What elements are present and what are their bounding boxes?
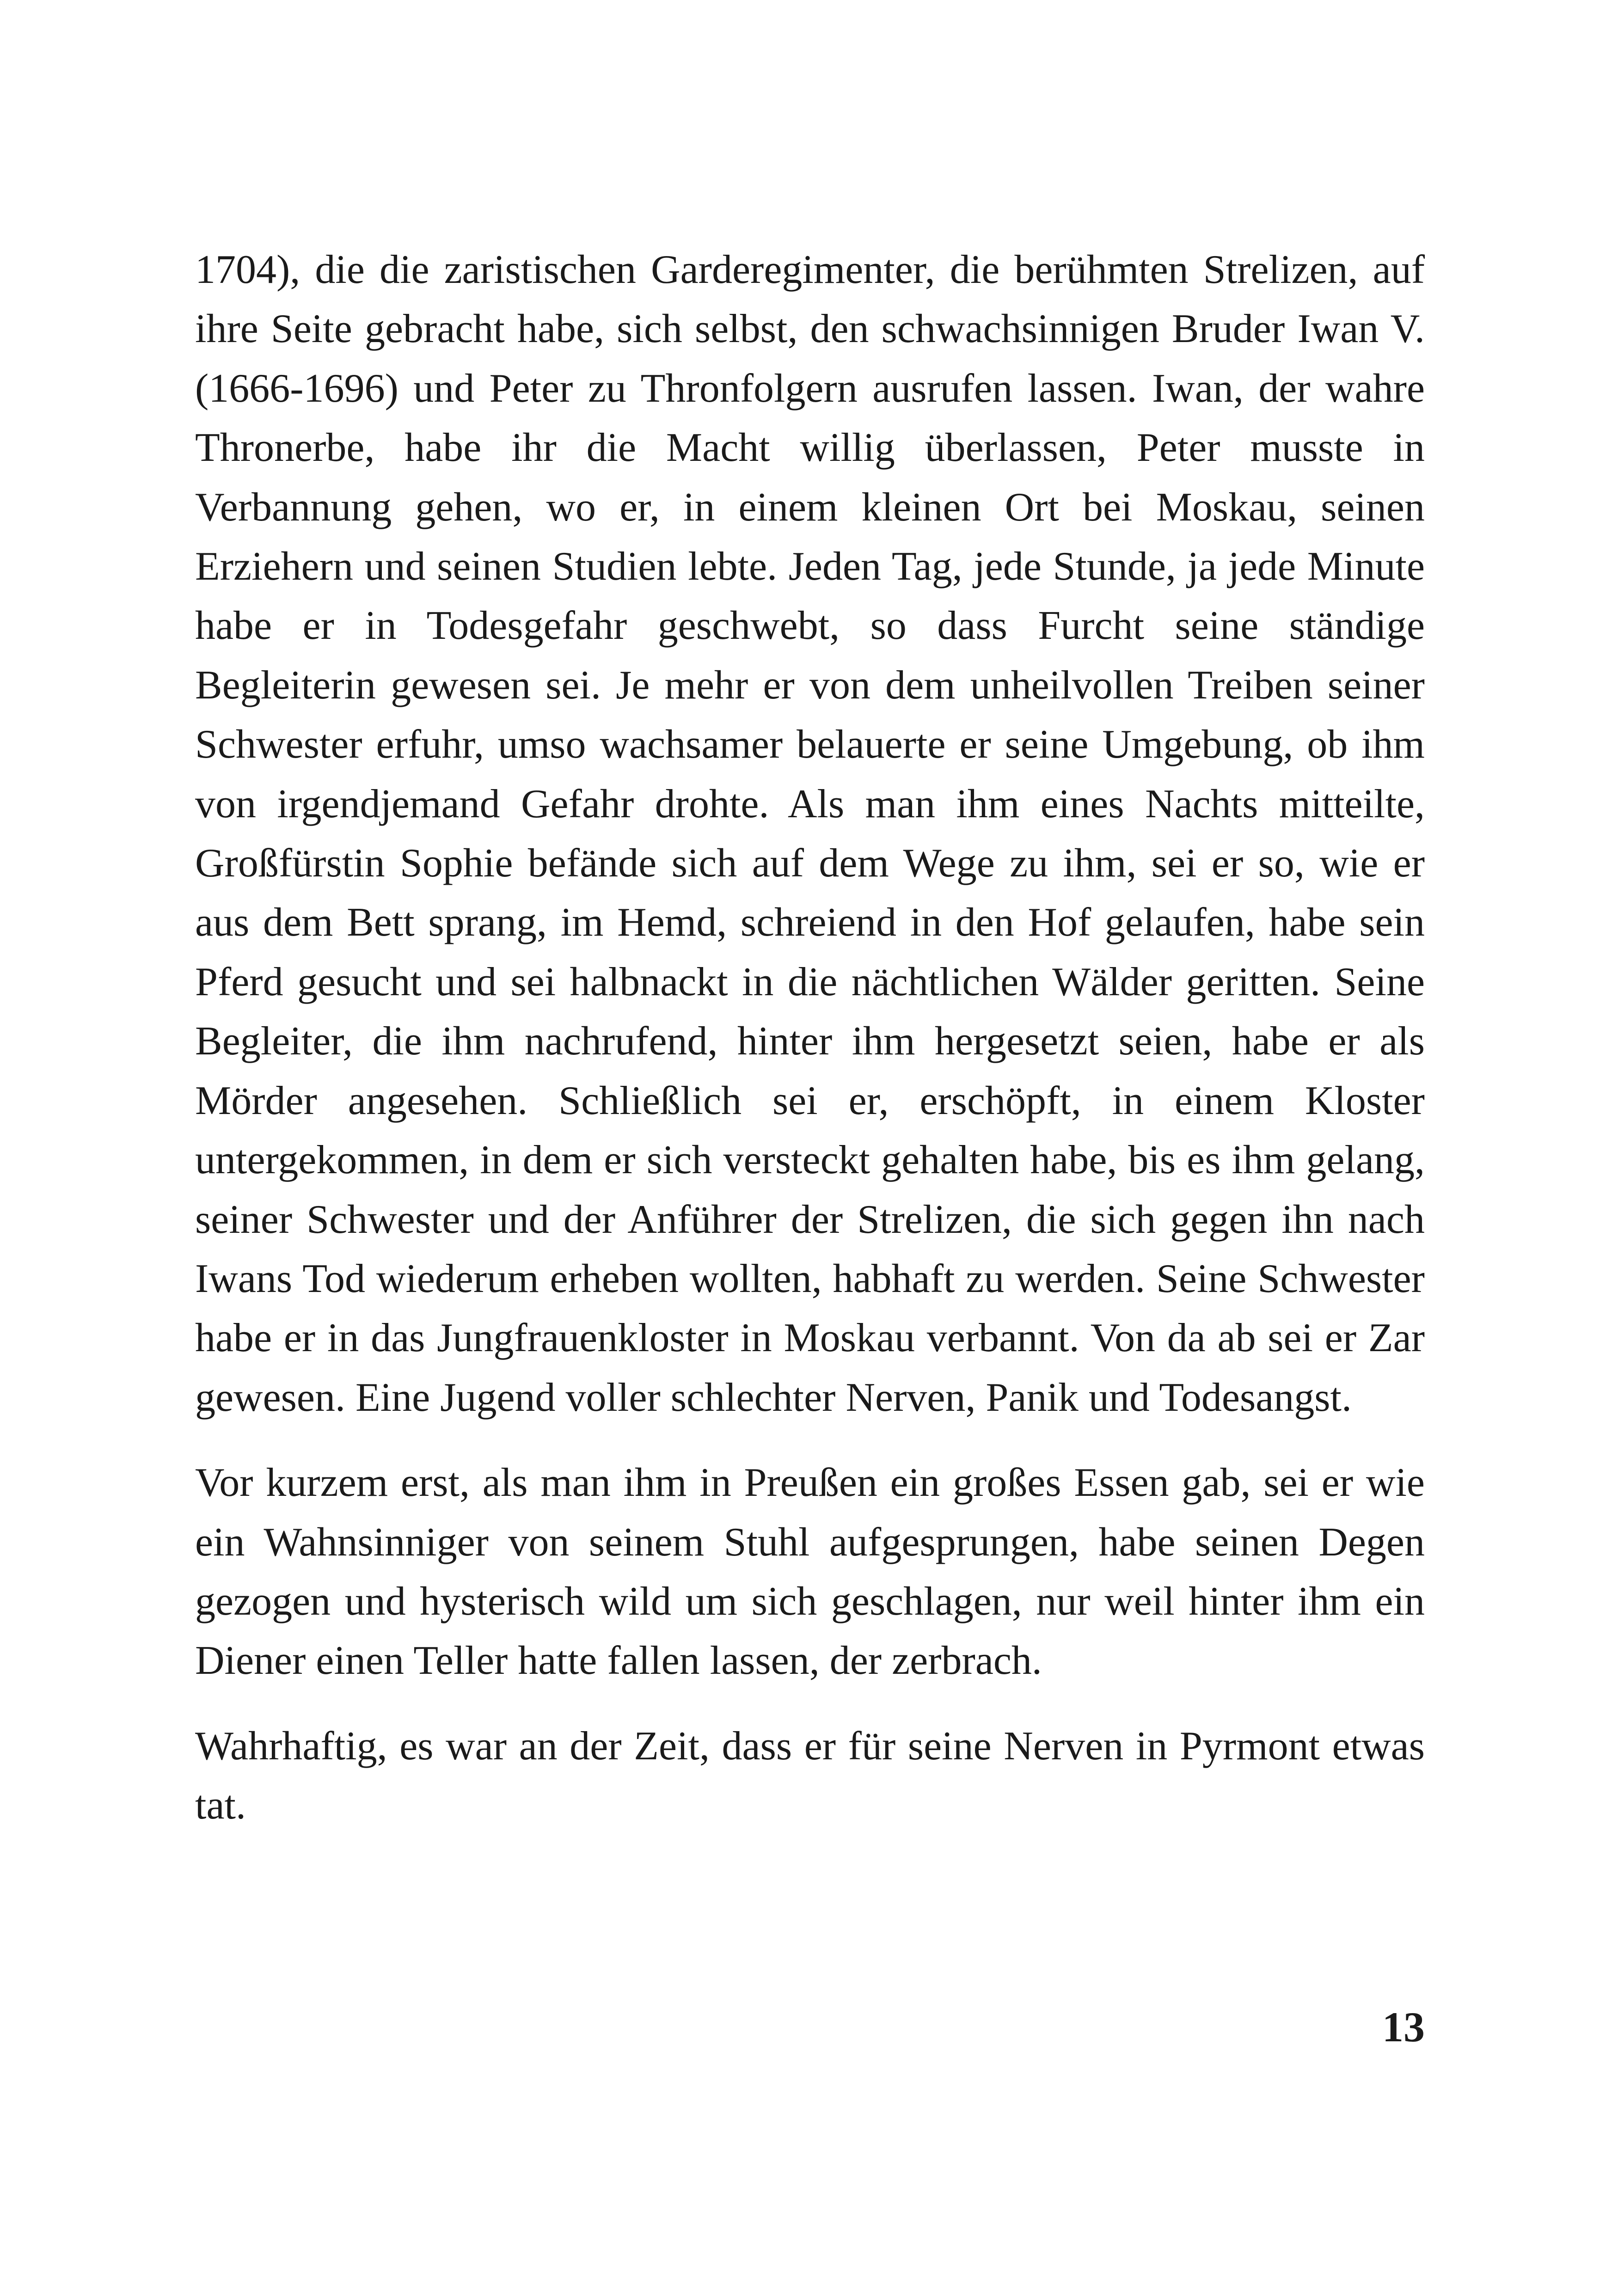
- paragraph-2: Vor kurzem erst, als man ihm in Preußen ein großes Essen gab, sei er wie ein Wahnsinniger von seinem Stuhl aufgesprungen, habe seinen Degen gezogen und hysterisch wild um sich geschlagen, nur weil hinter ihm ein Diener einen Teller hatte fallen lassen, der zerbrach.: [195, 1460, 1425, 1684]
- page-number: 13: [1382, 2003, 1425, 2051]
- body-text: [195, 240, 1425, 1836]
- paragraph-1: 1704), die die zaristischen Garderegimenter, die berühmten Strelizen, auf ihre Seite gebracht habe, sich selbst, den schwachsinnigen Bruder Iwan V. (1666-1696) und Peter zu Thronfolgern ausrufen lassen. Iwan, der wahre Thronerbe, habe ihr die Macht willig überlassen, Peter musste in Verbannung gehen, wo er, in einem kleinen Ort bei Moskau, seinen Erziehern und seinen Studien lebte. Jeden Tag, jede Stunde, ja jede Minute habe er in Todesgefahr geschwebt, so dass Furcht seine ständige Begleiterin gewesen sei. Je mehr er von dem unheilvollen Treiben seiner Schwester erfuhr, umso wachsamer belauerte er seine Umgebung, ob ihm von irgendjemand Gefahr drohte. Als man ihm eines Nachts mitteilte, Großfürstin Sophie befände sich auf dem Wege zu ihm, sei er so, wie er aus dem Bett sprang, im Hemd, schreiend in den Hof gelaufen, habe sein Pferd gesucht und sei halbnackt in die nächtlichen Wälder geritten. Seine Begleiter, die ihm nachrufend, hinter ihm hergesetzt seien, habe er als Mörder angesehen. Schließlich sei er, erschöpft, in einem Kloster untergekommen, in dem er sich versteckt gehalten habe, bis es ihm gelang, seiner Schwester und der Anführer der Strelizen, die sich gegen ihn nach Iwans Tod wiederum erheben wollten, habhaft zu werden. Seine Schwester habe er in das Jungfrauenkloster in Moskau verbannt. Von da ab sei er Zar gewesen. Eine Jugend voller schlechter Nerven, Panik und Todesangst.: [195, 247, 1425, 1420]
- paragraph-3: Wahrhaftig, es war an der Zeit, dass er für seine Nerven in Pyrmont etwas tat.: [195, 1723, 1425, 1828]
